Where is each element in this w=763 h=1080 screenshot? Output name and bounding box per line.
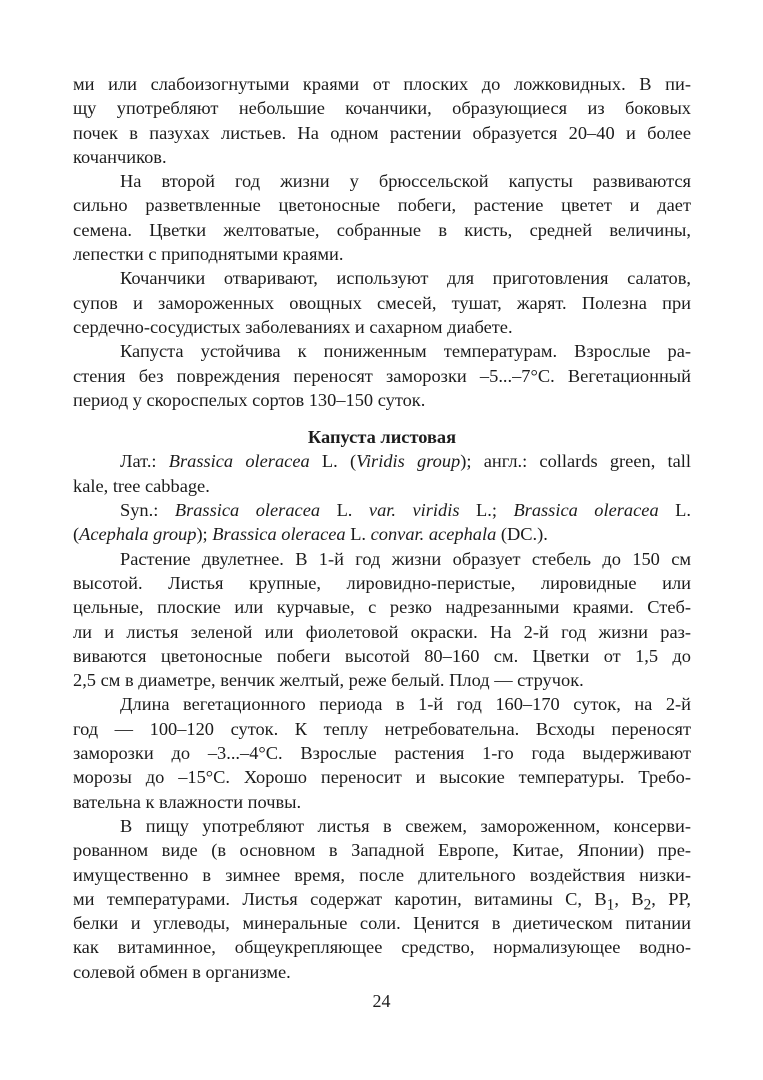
text-line: супов и замороженных овощных смесей, тушат, жарят. Полезна при bbox=[73, 292, 691, 313]
text-line: белки и углеводы, минеральные соли. Ценится в диетическом питании bbox=[73, 913, 691, 934]
text-line: кочанчиков. bbox=[73, 146, 167, 167]
text-line: солевой обмен в организме. bbox=[73, 961, 291, 982]
text-line: заморозки до –3...–4°С. Взрослые растения 1-го года выдерживают bbox=[73, 743, 691, 764]
text-line: (Acephala group); Brassica oleracea L. convar. acephala (DC.). bbox=[73, 524, 548, 545]
text-line: Капуста устойчива к пониженным температурам. Взрослые ра- bbox=[120, 341, 691, 362]
text-line: семена. Цветки желтоватые, собранные в кисть, средней величины, bbox=[73, 219, 691, 240]
text-line: На второй год жизни у брюссельской капусты развиваются bbox=[120, 171, 691, 192]
paragraph bbox=[73, 72, 691, 169]
paragraph-lat bbox=[73, 449, 691, 498]
text-line: сильно разветвленные цветоносные побеги, растение цветет и дает bbox=[73, 195, 691, 216]
text-line: виваются цветоносные побеги высотой 80–160 см. Цветки от 1,5 до bbox=[73, 645, 691, 666]
paragraph bbox=[73, 339, 691, 412]
paragraph bbox=[73, 547, 691, 693]
text-line: морозы до –15°С. Хорошо переносит и высокие температуры. Требо- bbox=[73, 767, 691, 788]
text-line: Syn.: Brassica oleracea L. var. viridis L.; Brassica oleracea L. bbox=[120, 500, 691, 521]
text-line: цельные, плоские или курчавые, с резко надрезанными краями. Стеб- bbox=[73, 597, 691, 618]
text-line: высотой. Листья крупные, лировидно-перистые, лировидные или bbox=[73, 572, 691, 593]
text-line: год — 100–120 суток. К теплу нетребовательна. Всходы переносят bbox=[73, 718, 691, 739]
section-gap bbox=[73, 412, 691, 425]
section-heading: Капуста листовая bbox=[307, 427, 457, 448]
page-number: 24 bbox=[372, 991, 391, 1011]
text-line: Кочанчики отваривают, используют для приготовления салатов, bbox=[120, 268, 691, 289]
text-line: период у скороспелых сортов 130–150 суток. bbox=[73, 389, 426, 410]
text-line: имущественно в зимнее время, после длительного воздействия низки- bbox=[73, 864, 691, 885]
text-line: стения без повреждения переносят заморозки –5...–7°С. Вегетационный bbox=[73, 365, 691, 386]
paragraph bbox=[73, 814, 691, 984]
text-line: ми или слабоизогнутыми краями от плоских до ложковидных. В пи- bbox=[73, 74, 691, 94]
text-line: сердечно-сосудистых заболеваниях и сахарном диабете. bbox=[73, 316, 513, 337]
text-line: Растение двулетнее. В 1-й год жизни образует стебель до 150 см bbox=[120, 548, 691, 569]
paragraph-syn bbox=[73, 498, 691, 547]
text-line: почек в пазухах листьев. На одном растении образуется 20–40 и более bbox=[73, 122, 691, 143]
paragraph bbox=[73, 692, 691, 813]
text-line: В пищу употребляют листья в свежем, замороженном, консерви- bbox=[120, 815, 691, 836]
text-line: ли и листья зеленой или фиолетовой окраски. На 2-й год жизни раз- bbox=[73, 621, 691, 642]
text-line: kale, tree cabbage. bbox=[73, 475, 210, 496]
text-line: вательна к влажности почвы. bbox=[73, 791, 302, 812]
text-line: лепестки с приподнятыми краями. bbox=[73, 244, 344, 265]
text-line: 2,5 см в диаметре, венчик желтый, реже белый. Плод — стручок. bbox=[73, 670, 584, 691]
text-line: рованном виде (в основном в Западной Европе, Китае, Японии) пре- bbox=[73, 840, 691, 861]
text-line: Лат.: Brassica oleracea L. (Viridis group); англ.: collards green, tall bbox=[120, 451, 692, 472]
paragraph bbox=[73, 266, 691, 339]
text-line: щу употребляют небольшие кочанчики, образующиеся из боковых bbox=[73, 98, 691, 119]
text-line: как витаминное, общеукрепляющее средство, нормализующее водно- bbox=[73, 937, 691, 958]
text-line: Длина вегетационного периода в 1-й год 160–170 суток, на 2-й bbox=[120, 694, 691, 715]
text-line: ми температурами. Листья содержат каротин, витамины С, $В_1$, $В_2$, РР, bbox=[73, 888, 691, 914]
paragraph bbox=[73, 169, 691, 266]
